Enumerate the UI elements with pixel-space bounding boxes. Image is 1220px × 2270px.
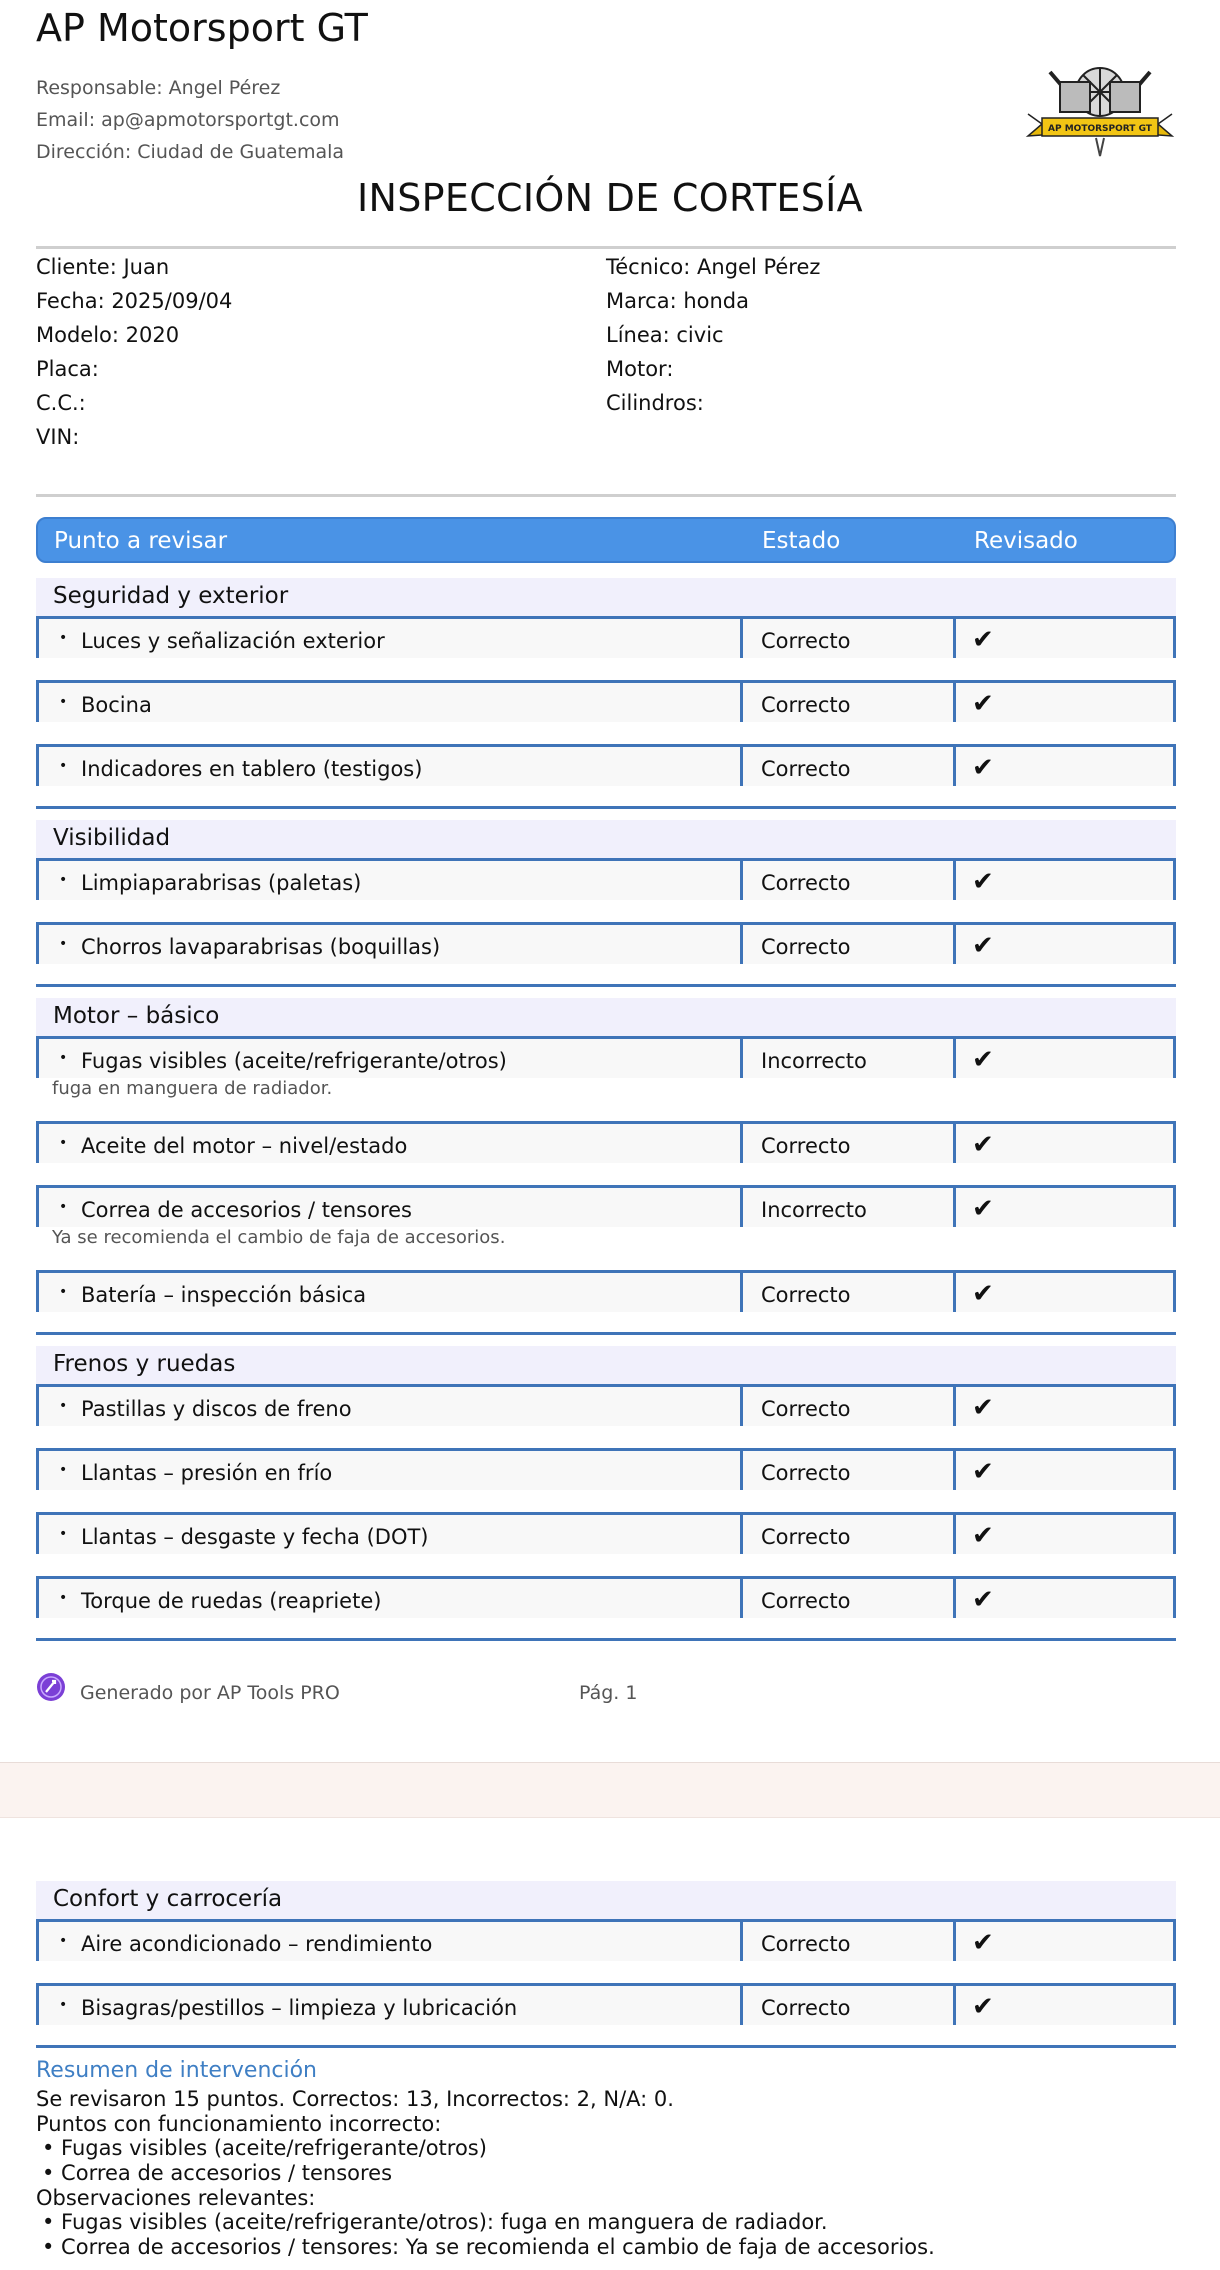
section-frenos: Frenos y ruedas (36, 1346, 1176, 1384)
table-row: • Indicadores en tablero (testigos) Correcto ✔ (36, 744, 1176, 786)
table-row: • Torque de ruedas (reapriete) Correcto ✔ (36, 1576, 1176, 1618)
item-status: Incorrecto (761, 1198, 867, 1222)
summary-totals: Se revisaron 15 puntos. Correctos: 13, Incorrectos: 2, N/A: 0. (36, 2087, 674, 2111)
item-label: Torque de ruedas (reapriete) (81, 1589, 382, 1613)
item-label: Luces y señalización exterior (81, 629, 385, 653)
section-visibilidad: Visibilidad (36, 820, 1176, 858)
section-end-line (36, 1638, 1176, 1641)
item-label: Batería – inspección básica (81, 1283, 367, 1307)
table-row: • Luces y señalización exterior Correcto ✔ (36, 616, 1176, 658)
check-icon: ✔ (972, 1928, 994, 1958)
technician-field: Técnico: Angel Pérez (606, 255, 821, 279)
observations-heading: Observaciones relevantes: (36, 2186, 316, 2210)
check-icon: ✔ (972, 931, 994, 961)
company-name: AP Motorsport GT (36, 6, 368, 50)
item-status: Correcto (761, 629, 851, 653)
check-icon: ✔ (972, 1130, 994, 1160)
table-row: • Bisagras/pestillos – limpieza y lubricación Correcto ✔ (36, 1983, 1176, 2025)
check-icon: ✔ (972, 1045, 994, 1075)
header-checked: Revisado (974, 528, 1078, 554)
item-status: Correcto (761, 1525, 851, 1549)
email-text: Email: ap@apmotorsportgt.com (36, 109, 340, 131)
item-label: Indicadores en tablero (testigos) (81, 757, 423, 781)
item-status: Correcto (761, 1397, 851, 1421)
item-label: Chorros lavaparabrisas (boquillas) (81, 935, 441, 959)
client-field: Cliente: Juan (36, 255, 170, 279)
item-status: Correcto (761, 1461, 851, 1485)
item-label: Pastillas y discos de freno (81, 1397, 352, 1421)
date-field: Fecha: 2025/09/04 (36, 289, 233, 313)
table-row: • Fugas visibles (aceite/refrigerante/otros) Incorrecto ✔ (36, 1036, 1176, 1078)
summary-title: Resumen de intervención (36, 2058, 318, 2083)
section-end-line (36, 1332, 1176, 1335)
check-icon: ✔ (972, 753, 994, 783)
incorrect-item: • Correa de accesorios / tensores (42, 2161, 393, 2185)
item-label: Aire acondicionado – rendimiento (81, 1932, 433, 1956)
item-note: fuga en manguera de radiador. (52, 1078, 333, 1099)
table-row: • Chorros lavaparabrisas (boquillas) Correcto ✔ (36, 922, 1176, 964)
section-motor: Motor – básico (36, 998, 1176, 1036)
table-row: • Bocina Correcto ✔ (36, 680, 1176, 722)
item-status: Incorrecto (761, 1049, 867, 1073)
table-row: • Llantas – presión en frío Correcto ✔ (36, 1448, 1176, 1490)
incorrect-heading: Puntos con funcionamiento incorrecto: (36, 2112, 442, 2136)
header-status: Estado (762, 528, 841, 554)
item-label: Llantas – presión en frío (81, 1461, 333, 1485)
check-icon: ✔ (972, 1194, 994, 1224)
responsable-text: Responsable: Angel Pérez (36, 77, 281, 99)
check-icon: ✔ (972, 1279, 994, 1309)
cylinders-field: Cilindros: (606, 391, 704, 415)
check-icon: ✔ (972, 1457, 994, 1487)
item-label: Correa de accesorios / tensores (81, 1198, 412, 1222)
item-label: Limpiaparabrisas (paletas) (81, 871, 362, 895)
observation-item: • Correa de accesorios / tensores: Ya se recomienda el cambio de faja de accesorios. (42, 2235, 935, 2259)
section-seguridad: Seguridad y exterior (36, 578, 1176, 616)
section-end-line (36, 984, 1176, 987)
table-header (36, 517, 1176, 563)
observation-item: • Fugas visibles (aceite/refrigerante/otros): fuga en manguera de radiador. (42, 2210, 828, 2234)
brand-field: Marca: honda (606, 289, 749, 313)
table-row: • Aceite del motor – nivel/estado Correcto ✔ (36, 1121, 1176, 1163)
generated-by: Generado por AP Tools PRO (80, 1682, 340, 1704)
plate-field: Placa: (36, 357, 99, 381)
item-status: Correcto (761, 935, 851, 959)
line-field: Línea: civic (606, 323, 724, 347)
item-status: Correcto (761, 1996, 851, 2020)
item-note: Ya se recomienda el cambio de faja de accesorios. (52, 1227, 506, 1248)
check-icon: ✔ (972, 1393, 994, 1423)
item-status: Correcto (761, 871, 851, 895)
check-icon: ✔ (972, 625, 994, 655)
item-status: Correcto (761, 1283, 851, 1307)
company-logo (1020, 52, 1180, 162)
check-icon: ✔ (972, 867, 994, 897)
check-icon: ✔ (972, 1521, 994, 1551)
address-text: Dirección: Ciudad de Guatemala (36, 141, 345, 163)
item-label: Aceite del motor – nivel/estado (81, 1134, 408, 1158)
cc-field: C.C.: (36, 391, 86, 415)
engine-field: Motor: (606, 357, 674, 381)
header-divider (36, 246, 1176, 249)
table-row: • Llantas – desgaste y fecha (DOT) Correcto ✔ (36, 1512, 1176, 1554)
section-end-line (36, 2045, 1176, 2048)
item-label: Llantas – desgaste y fecha (DOT) (81, 1525, 429, 1549)
document-title: INSPECCIÓN DE CORTESÍA (357, 176, 863, 220)
item-label: Bocina (81, 693, 152, 717)
table-row: • Pastillas y discos de freno Correcto ✔ (36, 1384, 1176, 1426)
section-end-line (36, 806, 1176, 809)
item-label: Fugas visibles (aceite/refrigerante/otros) (81, 1049, 507, 1073)
vin-field: VIN: (36, 425, 80, 449)
model-field: Modelo: 2020 (36, 323, 180, 347)
check-icon: ✔ (972, 1992, 994, 2022)
item-status: Correcto (761, 757, 851, 781)
item-status: Correcto (761, 1134, 851, 1158)
item-status: Correcto (761, 1932, 851, 1956)
vehicle-divider (36, 494, 1176, 497)
logo-text: AP MOTORSPORT GT (1048, 124, 1152, 134)
incorrect-item: • Fugas visibles (aceite/refrigerante/otros) (42, 2136, 487, 2160)
item-label: Bisagras/pestillos – limpieza y lubricación (81, 1996, 518, 2020)
table-row: • Batería – inspección básica Correcto ✔ (36, 1270, 1176, 1312)
page-break (0, 1762, 1220, 1818)
header-item: Punto a revisar (54, 528, 228, 554)
item-status: Correcto (761, 693, 851, 717)
table-row: • Limpiaparabrisas (paletas) Correcto ✔ (36, 858, 1176, 900)
check-icon: ✔ (972, 1585, 994, 1615)
table-row: • Aire acondicionado – rendimiento Correcto ✔ (36, 1919, 1176, 1961)
app-logo-icon (36, 1672, 66, 1702)
item-status: Correcto (761, 1589, 851, 1613)
check-icon: ✔ (972, 689, 994, 719)
section-confort: Confort y carrocería (36, 1881, 1176, 1919)
page-number: Pág. 1 (579, 1682, 638, 1704)
table-row: • Correa de accesorios / tensores Incorrecto ✔ (36, 1185, 1176, 1227)
